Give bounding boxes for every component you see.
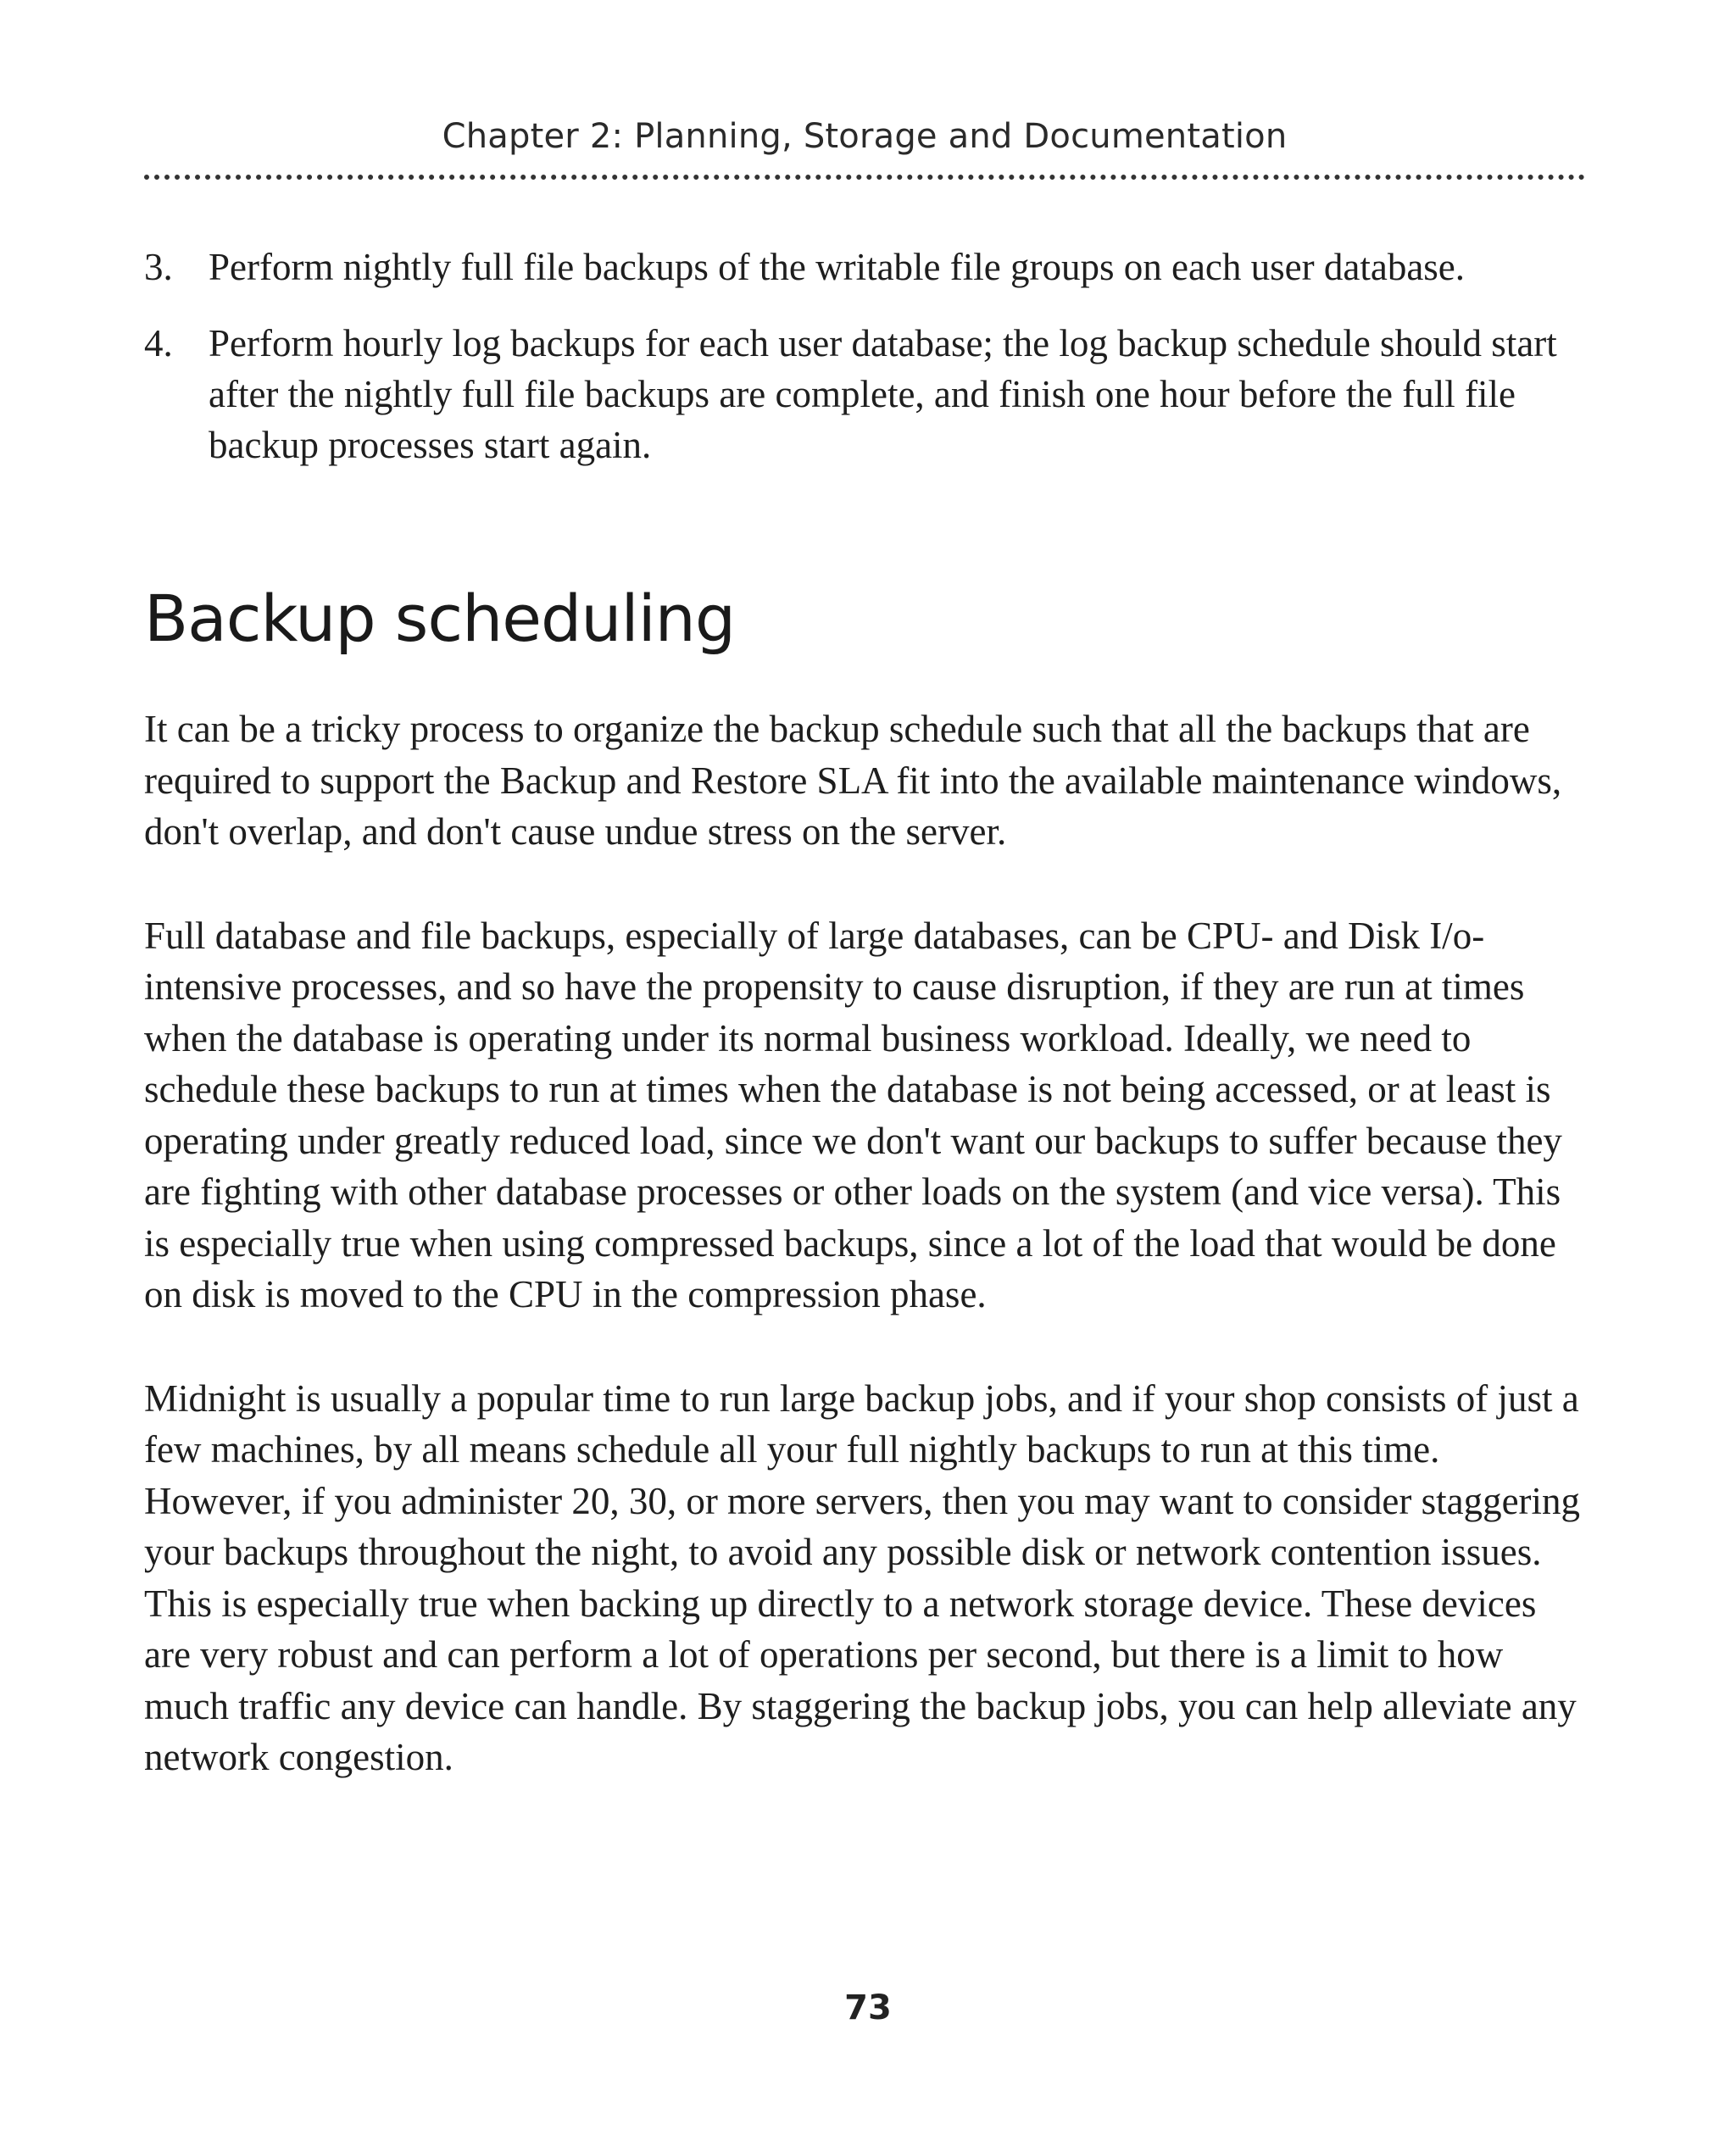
list-item-text: Perform nightly full file backups of the writable file groups on each user database. [209, 246, 1466, 288]
list-item [144, 318, 1585, 470]
list-item-number: 3. [144, 246, 173, 288]
list-item-text: Perform hourly log backups for each user database; the log backup schedule should start after the nightly full file backups are complete, and finish one hour before the full file backup processes start again. [209, 322, 1557, 466]
section-heading: Backup scheduling [144, 581, 736, 656]
header-divider [144, 175, 1585, 180]
paragraph: Full database and file backups, especially of large databases, can be CPU- and Disk I/o-intensive processes, and so have the propensity to cause disruption, if they are run at times when the database is operating under its normal business workload. Ideally, we need to schedule these backups to run at times when the database is not being accessed, or at least is operating under greatly reduced load, since we don't want our backups to suffer because they are fighting with other database processes or other loads on the system (and vice versa). This is especially true when using compressed backups, since a lot of the load that would be done on disk is moved to the CPU in the compression phase. [144, 914, 1562, 1315]
list-item-number: 4. [144, 322, 173, 364]
numbered-list [144, 242, 1585, 496]
list-item [144, 242, 1585, 292]
paragraph: Midnight is usually a popular time to run large backup jobs, and if your shop consists of just a few machines, by all means schedule all your full nightly backups to run at this time. However, if you administer 20, 30, or more servers, then you may want to consider staggering your backups throughout the night, to avoid any possible disk or network contention issues. This is especially true when backing up directly to a network storage device. These devices are very robust and can perform a lot of operations per second, but there is a limit to how much traffic any device can handle. By staggering the backup jobs, you can help alleviate any network congestion. [144, 1376, 1581, 1778]
running-header: Chapter 2: Planning, Storage and Documentation [442, 117, 1288, 156]
body-text [144, 703, 1585, 1836]
page-number: 73 [844, 1988, 892, 2027]
paragraph: It can be a tricky process to organize the backup schedule such that all the backups that are required to support the Backup and Restore SLA fit into the available maintenance windows, don't overlap, and don't cause undue stress on the server. [144, 708, 1562, 853]
